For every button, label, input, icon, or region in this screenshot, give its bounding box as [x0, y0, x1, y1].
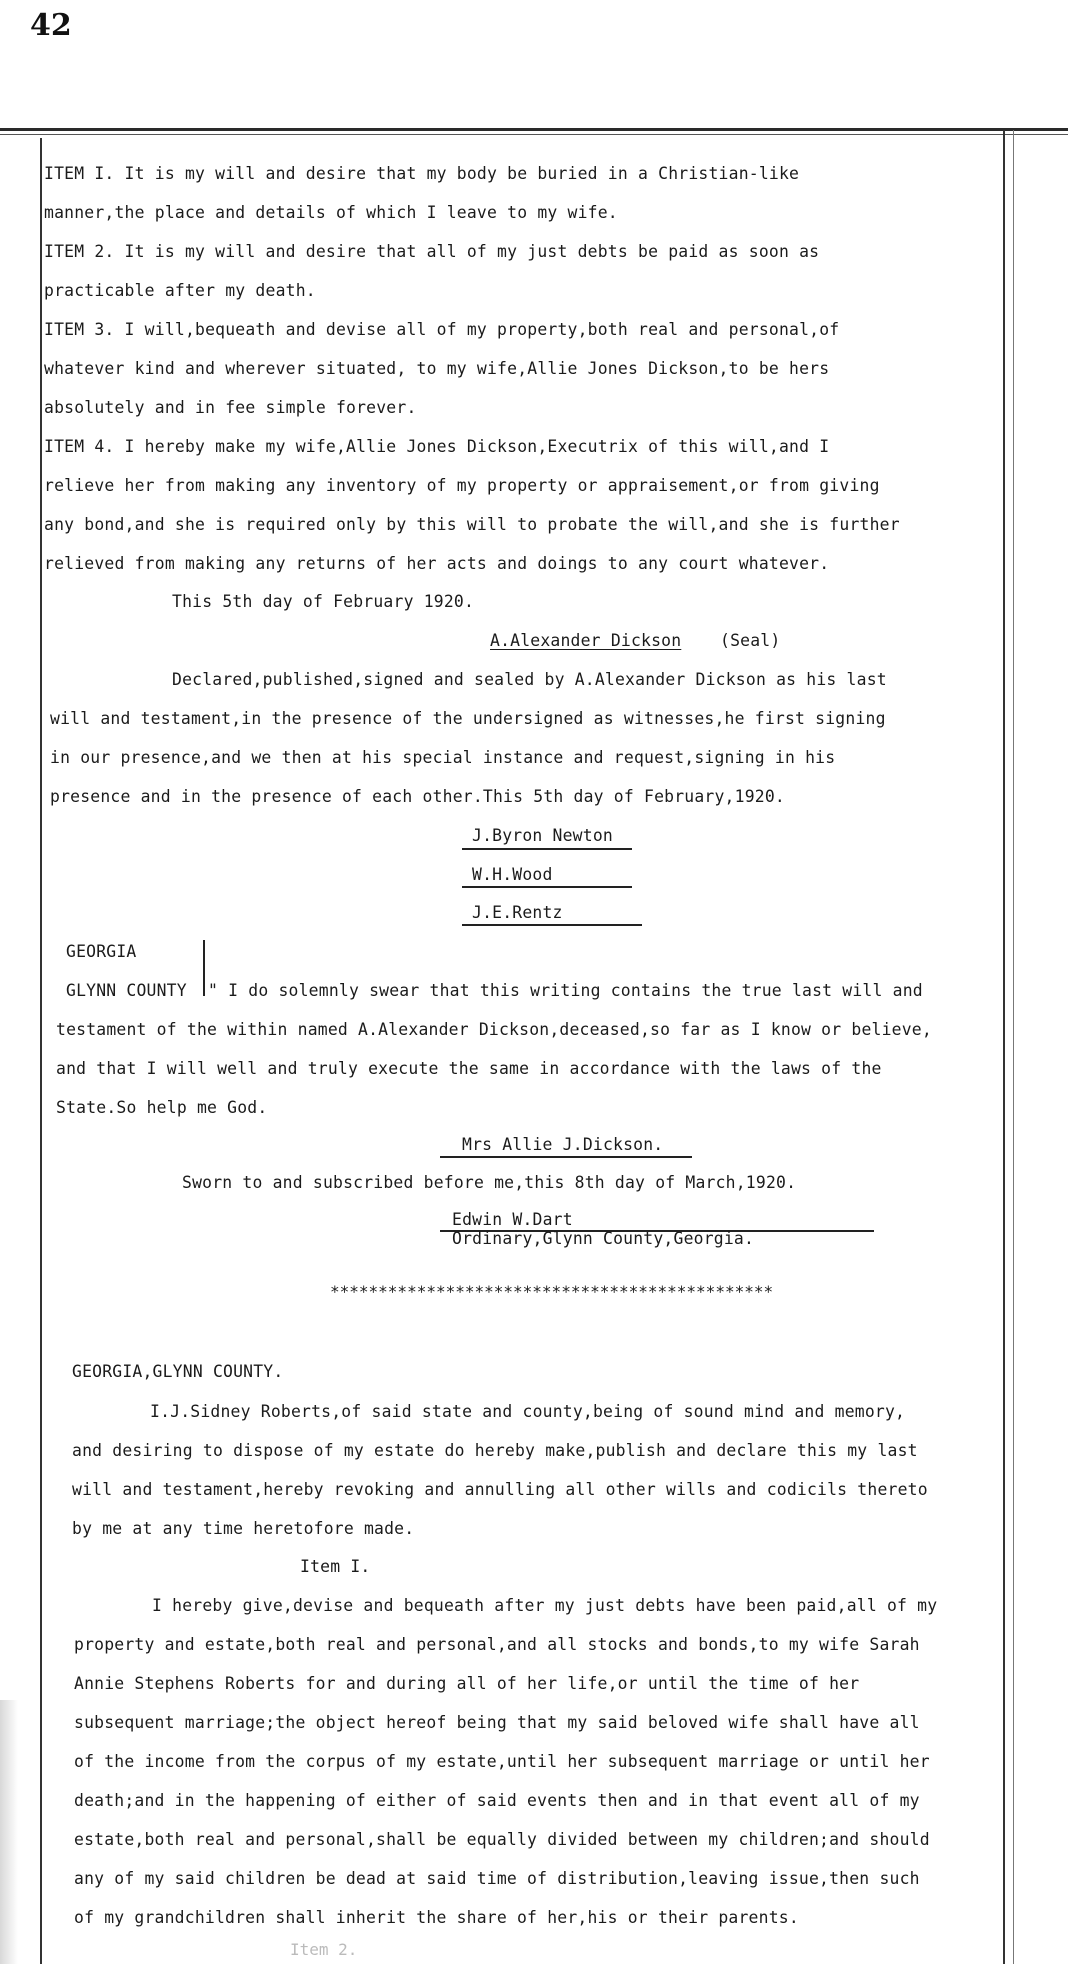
will1-line: whatever kind and wherever situated, to my wife,Allie Jones Dickson,to be hers: [44, 359, 830, 378]
header-rule: [0, 128, 1068, 131]
will2-item-line: Annie Stephens Roberts for and during all of her life,or until the time of her: [74, 1674, 860, 1693]
will2-item-line: any of my said children be dead at said time of distribution,leaving issue,then such: [74, 1869, 920, 1888]
section-separator: **********************************************: [330, 1282, 774, 1301]
will1-line: ITEM 3. I will,bequeath and devise all of my property,both real and personal,of: [44, 320, 840, 339]
executrix-signature: Mrs Allie J.Dickson.: [462, 1135, 664, 1154]
will2-item-line: I hereby give,devise and bequeath after my just debts have been paid,all of my: [152, 1596, 938, 1615]
attestation-line: will and testament,in the presence of the undersigned as witnesses,he first signing: [50, 709, 886, 728]
left-margin-line: [40, 138, 42, 1964]
attestation-line: Declared,published,signed and sealed by A.Alexander Dickson as his last: [172, 670, 887, 689]
sworn-line: Sworn to and subscribed before me,this 8th day of March,1920.: [182, 1173, 797, 1192]
will1-line: relieved from making any returns of her acts and doings to any court whatever.: [44, 554, 830, 573]
witness-signature-line: [462, 886, 632, 888]
will2-item-line: of my grandchildren shall inherit the share of her,his or their parents.: [74, 1908, 799, 1927]
attestation-line: in our presence,and we then at his special instance and request,signing in his: [50, 748, 836, 767]
header-rule-thin: [0, 134, 1068, 135]
next-item-heading: Item 2.: [290, 1940, 358, 1959]
will1-line: ITEM 2. It is my will and desire that all of my just debts be paid as soon as: [44, 242, 820, 261]
will2-item-line: estate,both real and personal,shall be equally divided between my children;and should: [74, 1830, 930, 1849]
witness-signature-line: [462, 924, 642, 926]
will1-line: absolutely and in fee simple forever.: [44, 398, 417, 417]
will1-line: manner,the place and details of which I leave to my wife.: [44, 203, 618, 222]
will2-item-line: property and estate,both real and personal,and all stocks and bonds,to my wife Sarah: [74, 1635, 920, 1654]
county-bracket: [203, 940, 205, 996]
oath-state: GEORGIA: [66, 942, 137, 961]
executrix-signature-line: [440, 1156, 692, 1158]
oath-line: " I do solemnly swear that this writing contains the true last will and: [208, 981, 923, 1000]
oath-line: State.So help me God.: [56, 1098, 268, 1117]
witness-name: W.H.Wood: [472, 865, 553, 884]
will1-line: ITEM 4. I hereby make my wife,Allie Jones Dickson,Executrix of this will,and I: [44, 437, 830, 456]
will2-intro-line: I.J.Sidney Roberts,of said state and county,being of sound mind and memory,: [150, 1402, 906, 1421]
will1-line: practicable after my death.: [44, 281, 316, 300]
will1-line: any bond,and she is required only by this will to probate the will,and she is further: [44, 515, 900, 534]
will1-line: relieve her from making any inventory of my property or appraisement,or from giving: [44, 476, 880, 495]
right-margin-line: [1003, 130, 1005, 1964]
attestation-line: presence and in the presence of each other.This 5th day of February,1920.: [50, 787, 785, 806]
witness-name: J.Byron Newton: [472, 826, 613, 845]
will2-item-line: death;and in the happening of either of said events then and in that event all of my: [74, 1791, 920, 1810]
will2-heading: GEORGIA,GLYNN COUNTY.: [72, 1362, 284, 1381]
oath-county: GLYNN COUNTY: [66, 981, 187, 1000]
witness-signature-line: [462, 848, 632, 850]
will2-item-line: subsequent marriage;the object hereof being that my said beloved wife shall have all: [74, 1713, 920, 1732]
will2-item-line: of the income from the corpus of my estate,until her subsequent marriage or until her: [74, 1752, 930, 1771]
right-margin-line-outer: [1013, 130, 1014, 1964]
will2-intro-line: will and testament,hereby revoking and annulling all other wills and codicils thereto: [72, 1480, 928, 1499]
will2-intro-line: and desiring to dispose of my estate do hereby make,publish and declare this my last: [72, 1441, 918, 1460]
official-name: Edwin W.Dart: [452, 1210, 573, 1229]
will1-date-line: This 5th day of February 1920.: [172, 592, 475, 611]
seal-label: (Seal): [720, 631, 781, 650]
scan-edge-shadow: [0, 1700, 18, 1964]
testator-signature: A.Alexander Dickson: [490, 631, 682, 650]
will1-line: ITEM I. It is my will and desire that my body be buried in a Christian-like: [44, 164, 800, 183]
official-title: Ordinary,Glynn County,Georgia.: [452, 1229, 755, 1248]
oath-line: testament of the within named A.Alexander Dickson,deceased,so far as I know or believe,: [56, 1020, 932, 1039]
will2-intro-line: by me at any time heretofore made.: [72, 1519, 415, 1538]
oath-line: and that I will well and truly execute the same in accordance with the laws of the: [56, 1059, 882, 1078]
witness-name: J.E.Rentz: [472, 903, 563, 922]
will2-item-heading: Item I.: [300, 1557, 371, 1576]
page-number: 42: [30, 8, 72, 43]
